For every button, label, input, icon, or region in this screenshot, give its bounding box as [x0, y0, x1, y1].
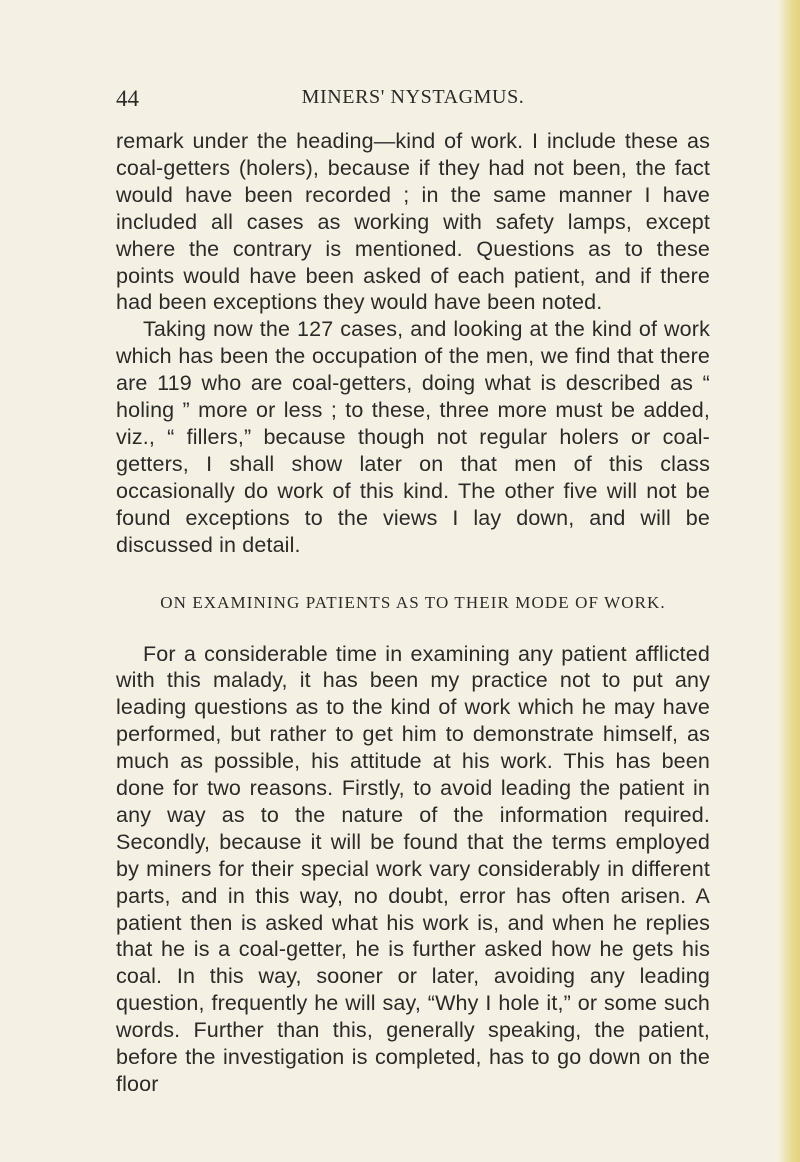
- page-header: [116, 86, 710, 116]
- page-number: 44: [116, 86, 139, 111]
- section-heading: ON EXAMINING PATIENTS AS TO THEIR MODE OF WORK.: [160, 592, 666, 612]
- paragraph-cases: Taking now the 127 cases, and looking at the kind of work which has been the occupation of the men, we find that there are 119 who are coal-getters, doing what is described as “ holing ” more or less ; to these, three more must be added, viz., “ fillers,” because though not regular holers or coal-getters, I shall show later on that men of this class occasionally do work of this kind. The other five will not be found exceptions to the views I lay down, and will be discussed in detail.: [116, 317, 710, 557]
- paragraph-examining: For a considerable time in examining any patient afflicted with this malady, it has been my practice not to put any leading questions as to the kind of work which he may have performed, but rather to get him to demonstrate himself, as much as possible, his attitude at his work. This has been done for two reasons. Firstly, to avoid leading the patient in any way as to the nature of the information required. Secondly, because it will be found that the terms employed by miners for their special work vary considerably in different parts, and in this way, no doubt, error has often arisen. A patient then is asked what his work is, and when he replies that he is a coal-getter, he is further asked how he gets his coal. In this way, sooner or later, avoiding any leading question, frequently he will say, “Why I hole it,” or some such words. Further than this, generally speaking, the patient, before the investigation is completed, has to go down on the floor: [116, 641, 710, 1096]
- paragraph-continued: remark under the heading—kind of work. I include these as coal-getters (holers), because if they had not been, the fact would have been recorded ; in the same manner I have included all cases as working with safety lamps, except where the contrary is mentioned. Questions as to these points would have been asked of each patient, and if there had been exceptions they would have been noted.: [116, 129, 710, 315]
- page-edge: [778, 0, 800, 1162]
- body-text: [116, 128, 710, 1098]
- running-head: MINERS' NYSTAGMUS.: [301, 86, 525, 108]
